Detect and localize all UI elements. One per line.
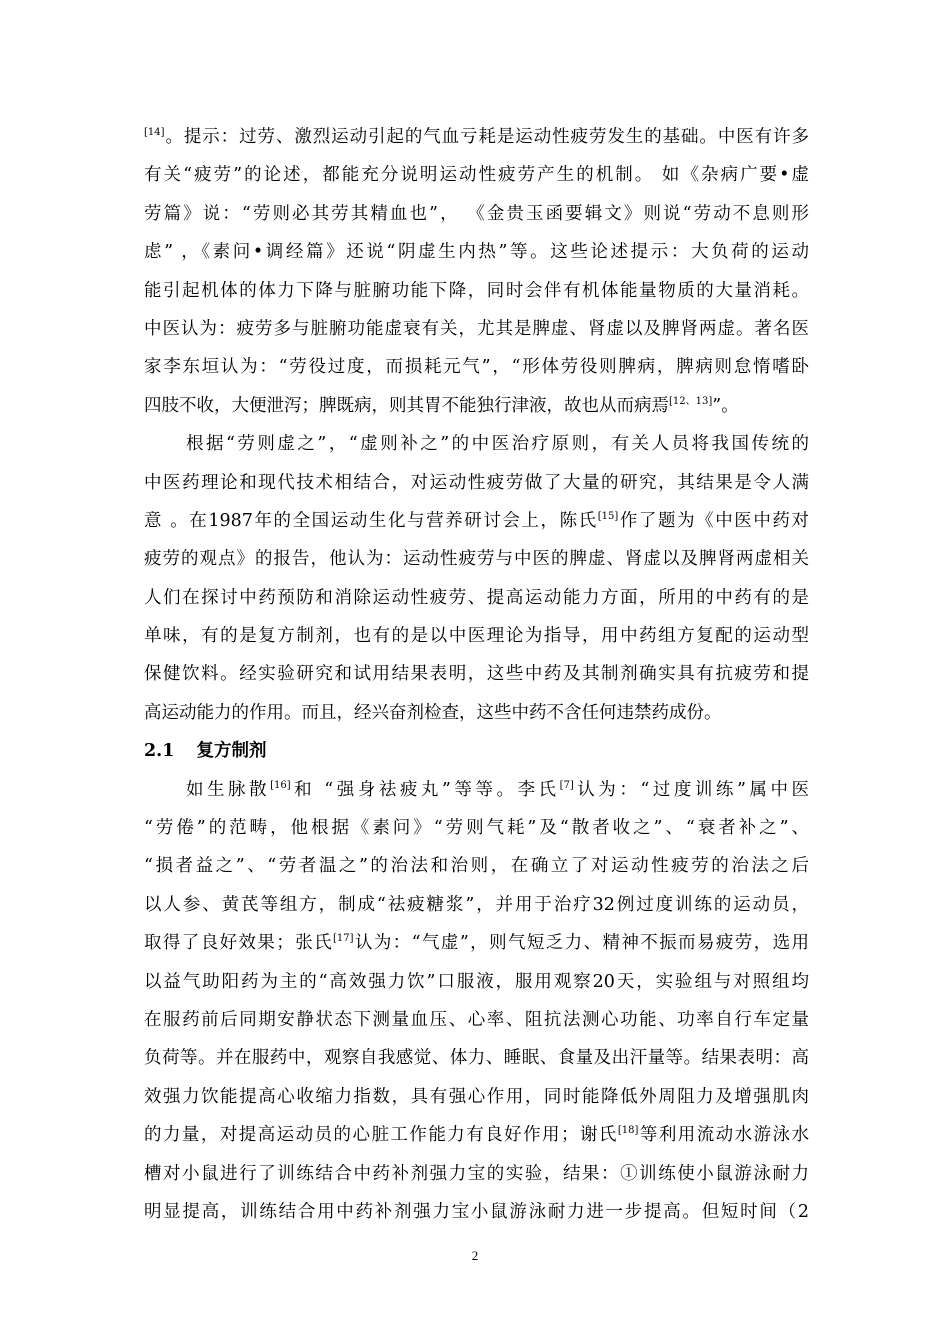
text-line [144, 118, 809, 156]
text-line [144, 195, 809, 233]
text-line [144, 655, 809, 693]
text-line [144, 502, 809, 540]
text-run: “损者益之”、“劳者温之”的治法和治则，在确立了对运动性疲劳的治法之后 [144, 856, 809, 877]
text-run: 等利用流动水游泳水 [638, 1125, 810, 1146]
text-run: 取得了良好效果；张氏 [144, 933, 334, 954]
text-line [144, 1193, 809, 1231]
section-title: 复方制剂 [196, 741, 267, 762]
text-run: 明显提高，训练结合用中药补剂强力宝小鼠游泳耐力进一步提高。但短时间（2 [144, 1201, 809, 1222]
text-run: 疲劳的观点》的报告，他认为：运动性疲劳与中医的脾虚、肾虚以及脾肾两虚相关 [144, 549, 809, 570]
text-line [144, 771, 809, 809]
text-line [144, 579, 809, 617]
intro-paragraphs [144, 118, 809, 732]
text-run: 有关“疲劳”的论述，都能充分说明运动性疲劳产生的机制。 如《杂病广要•虚 [144, 165, 809, 186]
text-run: 四肢不收，大便泄泻；脾既病，则其胃不能独行津液，故也从而病焉 [144, 395, 669, 416]
text-line [144, 425, 809, 463]
text-run: 高运动能力的作用。而且，经兴奋剂检查，这些中药不含任何违禁药成份。 [144, 702, 722, 723]
text-line [144, 1155, 809, 1193]
text-line [144, 1039, 809, 1077]
text-run: 保健饮料。经实验研究和试用结果表明，这些中药及其制剂确实具有抗疲劳和提 [144, 664, 809, 685]
text-run: 根据“劳则虚之”，“虚则补之”的中医治疗原则，有关人员将我国传统的 [186, 434, 809, 455]
page-number: 2 [471, 1248, 479, 1263]
citation-ref: [17] [333, 933, 354, 945]
text-line [144, 464, 809, 502]
text-line [144, 156, 809, 194]
text-line [144, 694, 809, 732]
citation-ref: [14] [144, 127, 165, 138]
text-run: 能引起机体的体力下降与脏腑功能下降，同时会伴有机体能量物质的大量消耗。 [144, 280, 809, 301]
citation-ref: [15] [597, 510, 619, 522]
body-text [144, 118, 809, 1231]
text-line [144, 963, 809, 1001]
paragraph [144, 118, 809, 425]
text-run: 虑” ，《素问•调经篇》还说“阴虚生内热”等。这些论述提示：大负荷的运动 [144, 242, 809, 263]
text-run: 槽对小鼠进行了训练结合中药补剂强力宝的实验，结果：①训练使小鼠游泳耐力 [144, 1163, 809, 1184]
section-paragraphs [144, 771, 809, 1232]
text-line [144, 1001, 809, 1039]
text-line [144, 1078, 809, 1116]
text-line [144, 847, 809, 885]
citation-ref: [7] [559, 779, 574, 791]
text-run: 的力量，对提高运动员的心脏工作能力有良好作用；谢氏 [144, 1125, 618, 1146]
text-line [144, 886, 809, 924]
text-run: 以益气助阳药为主的“高效强力饮”口服液，服用观察20天，实验组与对照组均 [144, 971, 809, 992]
paragraph [144, 771, 809, 1232]
text-run: 单味，有的是复方制剂，也有的是以中医理论为指导，用中药组方复配的运动型 [144, 626, 809, 647]
text-run: 作了题为《中医中药对 [618, 510, 809, 531]
text-run: 在服药前后同期安静状态下测量血压、心率、阻抗法测心功能、功率自行车定量 [144, 1009, 809, 1030]
text-run: 认为：“气虚”，则气短乏力、精神不振而易疲劳，选用 [353, 933, 809, 954]
text-run: 效强力饮能提高心收缩力指数，具有强心作用，同时能降低外周阻力及增强肌肉 [144, 1086, 809, 1107]
text-run: “劳倦”的范畴，他根据《素问》“劳则气耗”及“散者收之”、“衰者补之”、 [144, 818, 809, 839]
paragraph [144, 425, 809, 732]
text-run: 和 “强身祛疲丸”等等。李氏 [290, 779, 560, 800]
text-line [144, 272, 809, 310]
text-run: 。提示：过劳、激烈运动引起的气血亏耗是运动性疲劳发生的基础。中医有许多 [164, 127, 809, 147]
citation-ref: [16] [270, 779, 291, 791]
text-line [144, 617, 809, 655]
text-run: 如生脉散 [186, 779, 271, 800]
text-run: 以人参、黄芪等组方，制成“祛疲糖浆”，并用于治疗32例过度训练的运动员， [144, 894, 809, 915]
text-run: ”。 [712, 395, 739, 416]
text-line [144, 348, 809, 386]
citation-ref: [12、13] [669, 395, 713, 407]
text-run: 家李东垣认为：“劳役过度，而损耗元气”，“形体劳役则脾病，脾病则怠惰嗜卧 [144, 357, 809, 378]
text-run: 人们在探讨中药预防和消除运动性疲劳、提高运动能力方面，所用的中药有的是 [144, 587, 809, 608]
text-line [144, 310, 809, 348]
text-run: 意 。在1987年的全国运动生化与营养研讨会上，陈氏 [144, 510, 598, 531]
text-run: 负荷等。并在服药中，观察自我感觉、体力、睡眠、食量及出汗量等。结果表明：高 [144, 1048, 809, 1069]
text-run: 劳篇》说：“劳则必其劳其精血也”， 《金贵玉函要辑文》则说“劳动不息则形 [144, 203, 809, 224]
text-run: 中医认为：疲劳多与脏腑功能虚衰有关，尤其是脾虚、肾虚以及脾肾两虚。著名医 [144, 318, 809, 339]
text-run: 中医药理论和现代技术相结合，对运动性疲劳做了大量的研究，其结果是令人满 [144, 472, 809, 493]
text-line [144, 1116, 809, 1154]
text-line [144, 809, 809, 847]
section-heading [144, 732, 809, 770]
text-line [144, 540, 809, 578]
citation-ref: [18] [617, 1125, 639, 1137]
text-line [144, 233, 809, 271]
text-line [144, 924, 809, 962]
text-run: 认为：“过度训练”属中医 [573, 779, 809, 800]
text-line [144, 387, 809, 425]
section-number: 2.1 [144, 741, 175, 762]
